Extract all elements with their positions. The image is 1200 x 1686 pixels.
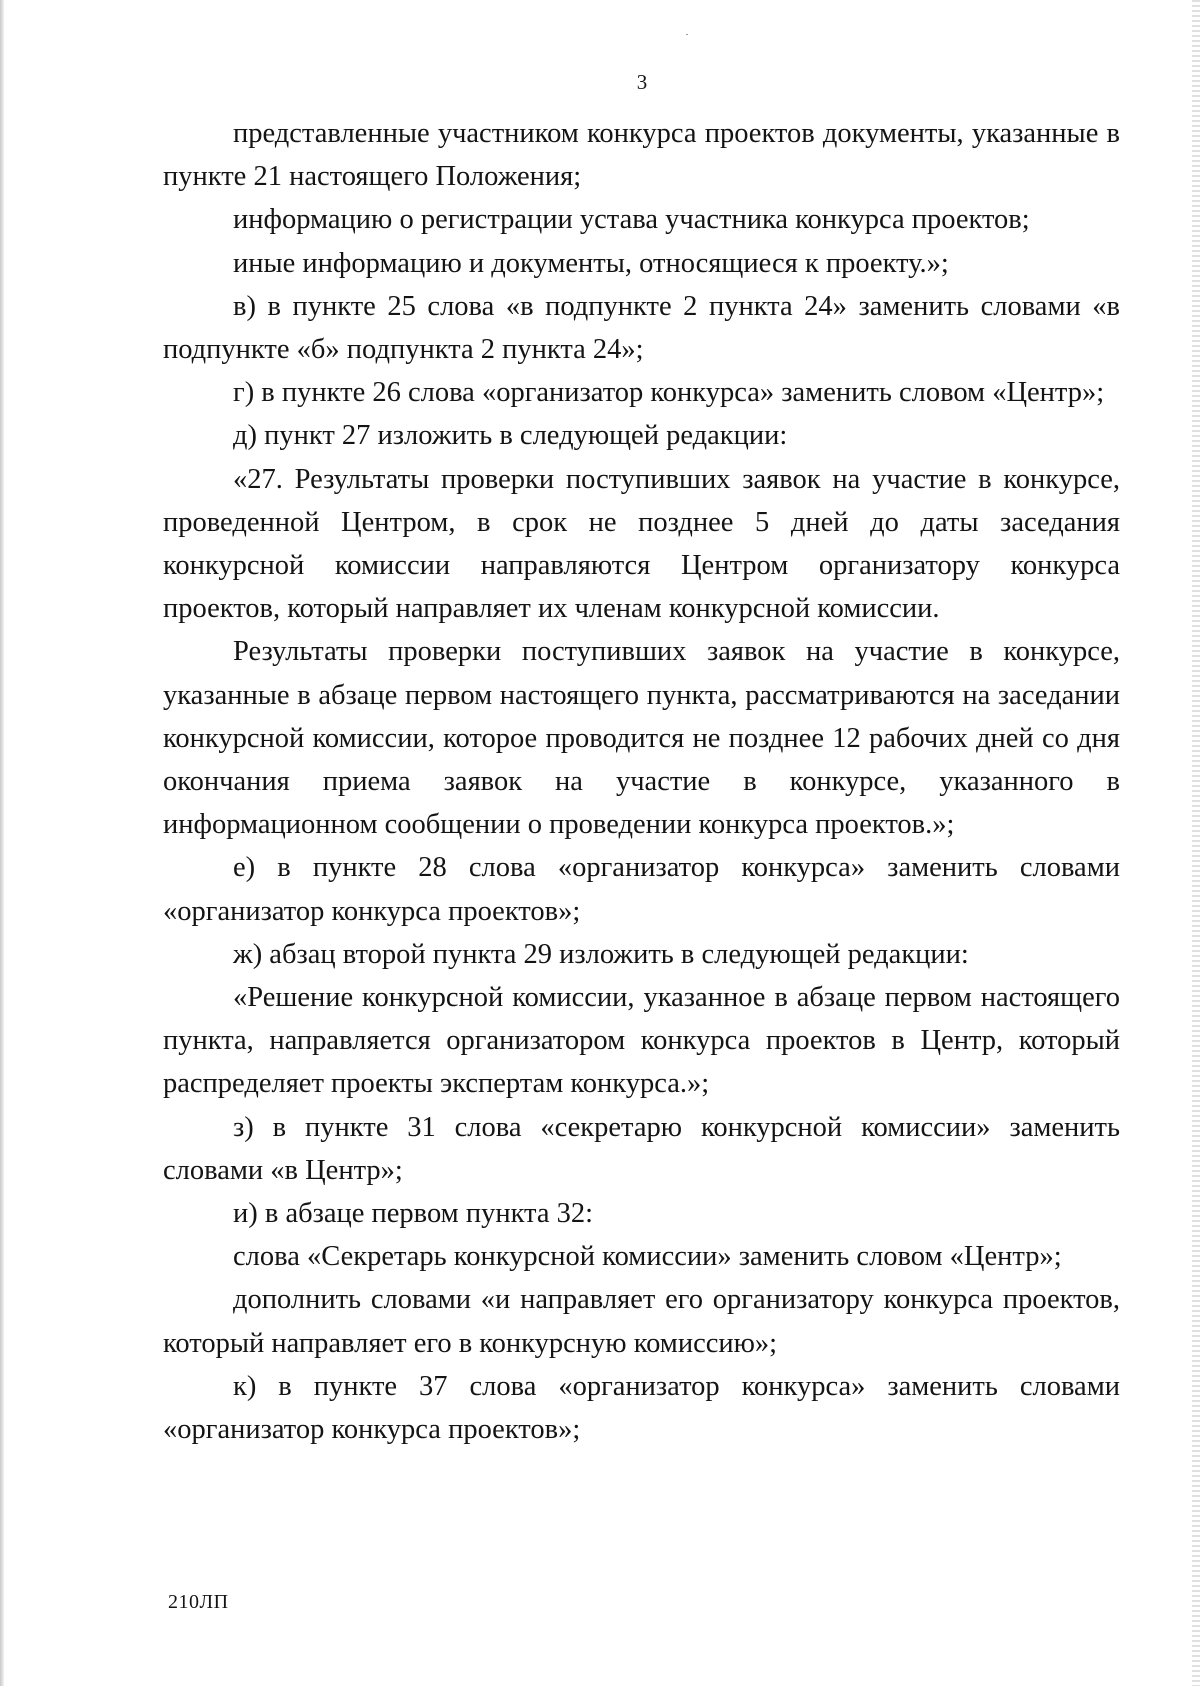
document-body — [163, 112, 1120, 1451]
paragraph: е) в пункте 28 слова «организатор конкурса» заменить словами «организатор конкурса проектов»; — [163, 852, 1120, 927]
paragraph: информацию о регистрации устава участника конкурса проектов; — [233, 204, 1030, 236]
paragraph: иные информацию и документы, относящиеся к проекту.»; — [233, 247, 949, 279]
paragraph: и) в абзаце первом пункта 32: — [233, 1198, 594, 1230]
paragraph: г) в пункте 26 слова «организатор конкурса» заменить словом «Центр»; — [233, 377, 1105, 409]
scan-right-edge — [1192, 0, 1200, 1686]
paragraph: з) в пункте 31 слова «секретарю конкурсной комиссии» заменить словами «в Центр»; — [163, 1111, 1120, 1186]
paragraph: д) пункт 27 изложить в следующей редакции: — [233, 420, 788, 452]
paragraph: «27. Результаты проверки поступивших заявок на участие в конкурсе, проведенной Центром, в срок не позднее 5 дней до даты заседания конкурсной комиссии направляются Центром организатору конкурса проектов, который направляет их членам конкурсной комиссии. — [163, 463, 1120, 625]
paragraph: Результаты проверки поступивших заявок на участие в конкурсе, указанные в абзаце первом настоящего пункта, рассматриваются на заседании конкурсной комиссии, которое проводится не позднее 12 рабочих дней со дня окончания приема заявок на участие в конкурсе, указанного в информационном сообщении о проведении конкурса проектов.»; — [163, 636, 1120, 841]
paragraph: «Решение конкурсной комиссии, указанное в абзаце первом настоящего пункта, направляется организатором конкурса проектов в Центр, который распределяет проекты экспертам конкурса.»; — [163, 982, 1120, 1100]
page-number: 3 — [636, 70, 648, 94]
scan-left-edge — [0, 0, 4, 1686]
scan-speck — [686, 34, 688, 35]
paragraph: ж) абзац второй пункта 29 изложить в следующей редакции: — [233, 938, 969, 970]
paragraph: представленные участником конкурса проектов документы, указанные в пункте 21 настоящего Положения; — [163, 118, 1120, 193]
paragraph: дополнить словами «и направляет его организатору конкурса проектов, который направляет его в конкурсную комиссию»; — [163, 1284, 1120, 1359]
paragraph: к) в пункте 37 слова «организатор конкурса» заменить словами «организатор конкурса проектов»; — [163, 1370, 1120, 1446]
document-code: 210ЛП — [168, 1591, 229, 1613]
paragraph: слова «Секретарь конкурсной комиссии» заменить словом «Центр»; — [233, 1241, 1062, 1273]
paragraph: в) в пункте 25 слова «в подпункте 2 пункта 24» заменить словами «в подпункте «б» подпункта 2 пункта 24»; — [163, 290, 1120, 366]
